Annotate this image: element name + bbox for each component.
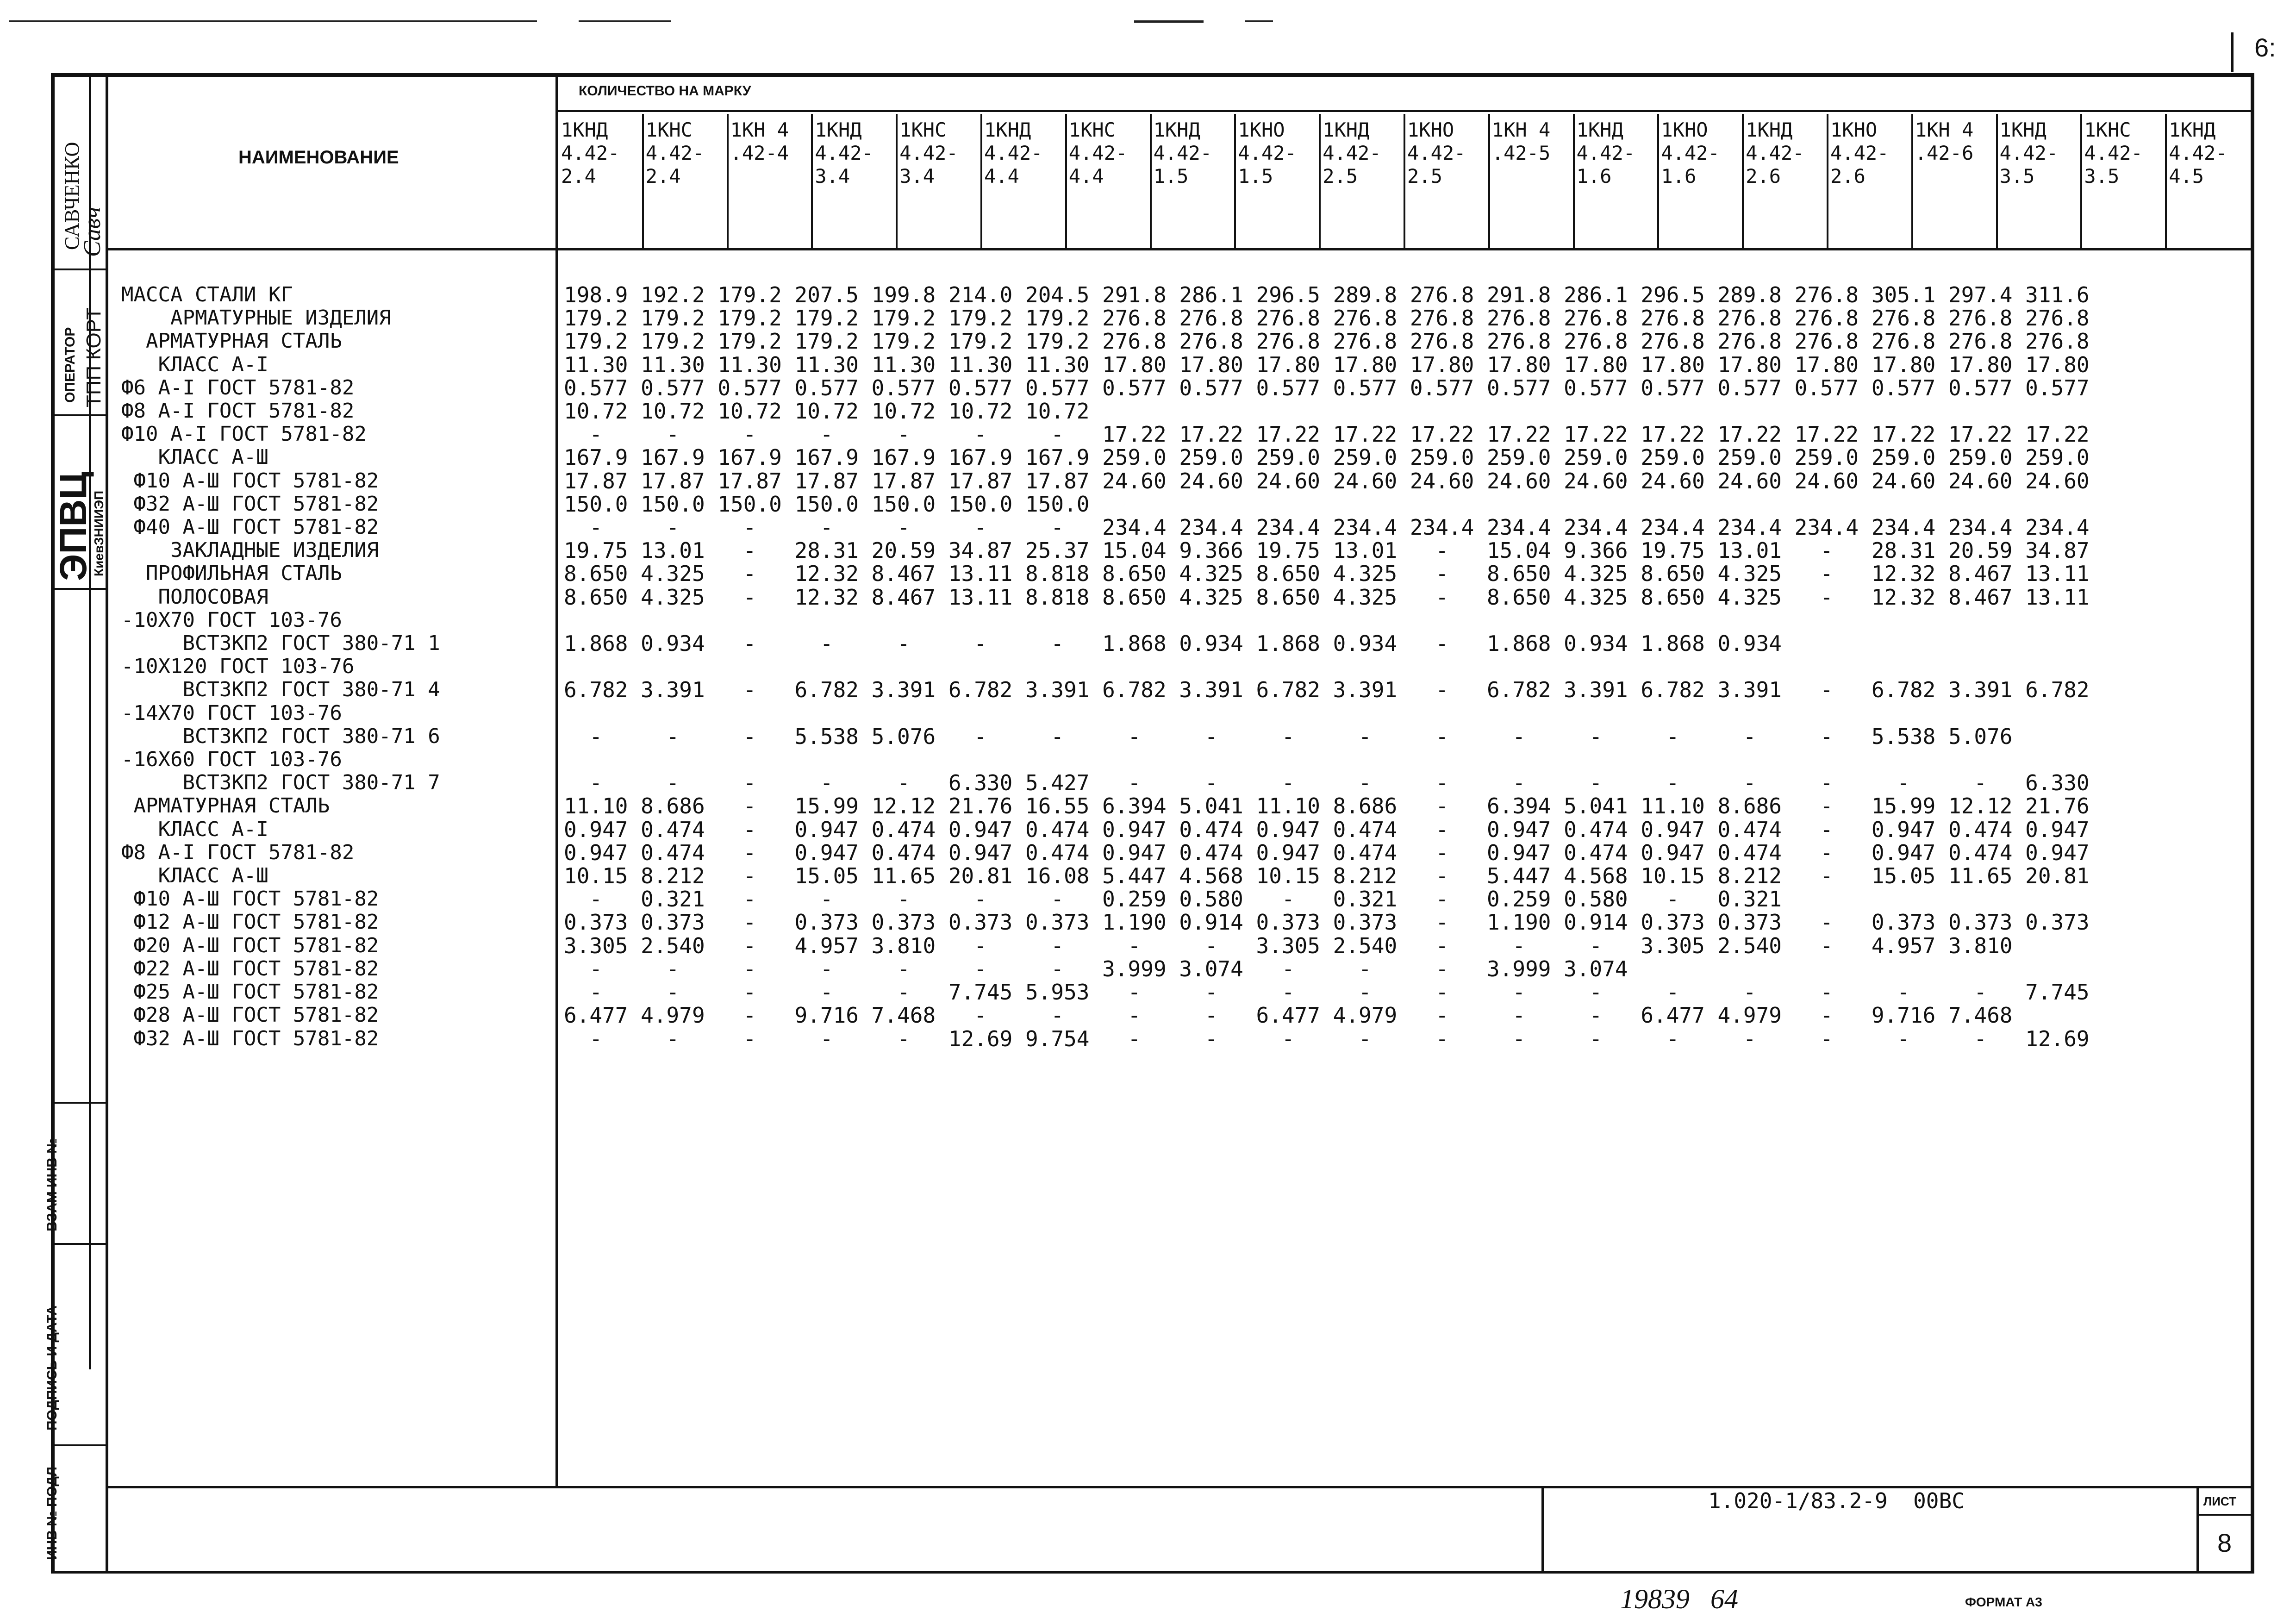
row-name: Ф28 А-Ш ГОСТ 5781-82 — [121, 1003, 379, 1027]
data-values — [564, 283, 2090, 1050]
row-name: ВСТ3КП2 ГОСТ 380-71 7 — [121, 771, 440, 795]
stamp-sep-3 — [51, 588, 106, 590]
column-header-cell: 1КНД 4.42- 2.5 — [1323, 119, 1381, 187]
column-divider — [2080, 114, 2082, 248]
stamp-sep-1 — [51, 269, 106, 270]
stamp-sep-4 — [51, 1102, 106, 1104]
data-row: - - - - - - - 234.4 234.4 234.4 234.4 234.4 234.4 234.4 234.4 234.4 234.4 234.4 234.4 234.4 — [564, 515, 2090, 540]
row-name: -14Х70 ГОСТ 103-76 — [121, 701, 342, 725]
frame-top — [51, 73, 2254, 77]
data-row: 0.577 0.577 0.577 0.577 0.577 0.577 0.577 0.577 0.577 0.577 0.577 0.577 0.577 0.577 0.577 0.577 0.577 0.577 0.577 0.577 — [564, 375, 2090, 400]
column-divider — [1911, 114, 1913, 248]
footer-sheet-sep — [2196, 1514, 2252, 1516]
sheet-label: ЛИСТ — [2203, 1494, 2236, 1508]
format-label: ФОРМАТ А3 — [1965, 1595, 2042, 1609]
row-name: АРМАТУРНАЯ СТАЛЬ — [121, 329, 342, 353]
row-names — [121, 283, 440, 1050]
row-name: Ф8 А-I ГОСТ 5781-82 — [121, 840, 355, 864]
data-row — [564, 702, 2090, 725]
stamp-divider-2 — [106, 73, 108, 1574]
scan-mark-top-mid — [579, 20, 671, 22]
data-row: 11.10 8.686 - 15.99 12.12 21.76 16.55 6.394 5.041 11.10 8.686 - 6.394 5.041 11.10 8.686 - 15.99 12.12 21.76 — [564, 793, 2090, 819]
row-name: МАССА СТАЛИ КГ — [121, 283, 293, 306]
row-name: ЗАКЛАДНЫЕ ИЗДЕЛИЯ — [121, 538, 379, 562]
column-divider — [1996, 114, 1998, 248]
doc-code: 1.020-1/83.2-9 00ВС — [1708, 1488, 1965, 1513]
column-header-cell: 1КНС 4.42- 3.5 — [2084, 119, 2143, 187]
row-name: КЛАСС А-I — [121, 352, 268, 376]
row-name: Ф8 А-I ГОСТ 5781-82 — [121, 399, 355, 423]
data-row: 179.2 179.2 179.2 179.2 179.2 179.2 179.2 276.8 276.8 276.8 276.8 276.8 276.8 276.8 276.8 276.8 276.8 276.8 276.8 276.8 — [564, 329, 2090, 354]
data-row: 11.30 11.30 11.30 11.30 11.30 11.30 11.30 17.80 17.80 17.80 17.80 17.80 17.80 17.80 17.80 17.80 17.80 17.80 17.80 17.80 — [564, 352, 2090, 377]
header-subline — [555, 110, 2254, 112]
header-bottom — [106, 248, 2254, 250]
data-row: - - - - - 6.330 5.427 - - - - - - - - - - - - 6.330 — [564, 770, 2090, 796]
data-row: 0.947 0.474 - 0.947 0.474 0.947 0.474 0.947 0.474 0.947 0.474 - 0.947 0.474 0.947 0.474 - 0.947 0.474 0.947 — [564, 817, 2090, 842]
stamp-designer: САВЧЕНКО — [61, 142, 83, 250]
column-divider — [811, 114, 813, 248]
data-row: 19.75 13.01 - 28.31 20.59 34.87 25.37 15.04 9.366 19.75 13.01 - 15.04 9.366 19.75 13.01 - 28.31 20.59 34.87 — [564, 538, 2090, 563]
row-name: Ф10 А-Ш ГОСТ 5781-82 — [121, 468, 379, 493]
row-name: КЛАСС А-Ш — [121, 864, 268, 888]
data-row: 6.782 3.391 - 6.782 3.391 6.782 3.391 6.782 3.391 6.782 3.391 - 6.782 3.391 6.782 3.391 - 6.782 3.391 6.782 — [564, 677, 2090, 703]
column-header-cell: 1КНД 4.42- 3.5 — [1999, 119, 2059, 187]
data-row: - - - 5.538 5.076 - - - - - - - - - - - - 5.538 5.076 — [564, 724, 2013, 749]
row-name: -16Х60 ГОСТ 103-76 — [121, 748, 342, 772]
column-divider — [1150, 114, 1152, 248]
stamp-sep-5 — [51, 1243, 106, 1245]
stamp-sep-6 — [51, 1444, 106, 1446]
row-name: -10Х70 ГОСТ 103-76 — [121, 608, 342, 632]
data-row: - 0.321 - - - - - 0.259 0.580 - 0.321 - 0.259 0.580 - 0.321 — [564, 887, 1782, 912]
stamp-sep-2 — [51, 414, 106, 416]
column-header-cell: 1КНО 4.42- 2.6 — [1830, 119, 1889, 187]
column-divider — [896, 114, 898, 248]
data-row: 179.2 179.2 179.2 179.2 179.2 179.2 179.2 276.8 276.8 276.8 276.8 276.8 276.8 276.8 276.8 276.8 276.8 276.8 276.8 276.8 — [564, 306, 2090, 331]
column-header-cell: 1КН 4 .42-6 — [1915, 119, 1974, 164]
column-header-cell: 1КН 4 .42-4 — [730, 119, 789, 164]
data-row: - - - - - - - 3.999 3.074 - - - 3.999 3.074 — [564, 956, 1628, 981]
handwritten-number: 19839 64 — [1620, 1584, 1738, 1614]
row-name: КЛАСС А-I — [121, 817, 268, 841]
scan-mark-top-left — [9, 20, 537, 22]
column-divider — [2165, 114, 2167, 248]
data-row: 6.477 4.979 - 9.716 7.468 - - - - 6.477 4.979 - - - 6.477 4.979 - 9.716 7.468 — [564, 1003, 2013, 1028]
row-name: ВСТ3КП2 ГОСТ 380-71 1 — [121, 631, 440, 656]
column-divider — [642, 114, 644, 248]
column-header-cell: 1КНС 4.42- 2.4 — [645, 119, 705, 187]
row-name: ВСТ3КП2 ГОСТ 380-71 6 — [121, 724, 440, 748]
column-header-cell: 1КН 4 .42-5 — [1491, 119, 1551, 164]
column-header-cell: 1КНС 4.42- 4.4 — [1068, 119, 1128, 187]
data-row: 10.15 8.212 - 15.05 11.65 20.81 16.08 5.447 4.568 10.15 8.212 - 5.447 4.568 10.15 8.212 - 15.05 11.65 20.81 — [564, 863, 2090, 889]
column-header-cell: 1КНД 4.42- 2.6 — [1746, 119, 1804, 187]
sheet-number: 8 — [2217, 1528, 2232, 1557]
data-row: 10.72 10.72 10.72 10.72 10.72 10.72 10.72 — [564, 399, 1090, 424]
data-row: 3.305 2.540 - 4.957 3.810 - - - - 3.305 2.540 - - - 3.305 2.540 - 4.957 3.810 — [564, 933, 2013, 958]
row-name: Ф20 А-Ш ГОСТ 5781-82 — [121, 933, 379, 957]
stamp-org-sub: КиевЗНИИЭП — [92, 490, 106, 576]
column-header-cell: 1КНД 4.42- 3.4 — [815, 119, 873, 187]
data-row: 1.868 0.934 - - - - - 1.868 0.934 1.868 0.934 - 1.868 0.934 1.868 0.934 — [564, 631, 1782, 656]
column-header-cell: 1КНД 4.42- 1.6 — [1576, 119, 1635, 187]
data-row — [564, 748, 2090, 771]
column-header-cell: 1КНО 4.42- 2.5 — [1407, 119, 1466, 187]
row-name: Ф22 А-Ш ГОСТ 5781-82 — [121, 956, 379, 981]
data-row: 150.0 150.0 150.0 150.0 150.0 150.0 150.0 — [564, 491, 1090, 517]
frame-right — [2251, 73, 2254, 1574]
column-divider — [1742, 114, 1744, 248]
row-name: Ф32 А-Ш ГОСТ 5781-82 — [121, 1026, 379, 1050]
column-header-cell: 1КНД 4.42- 1.5 — [1153, 119, 1212, 187]
column-divider — [1573, 114, 1575, 248]
column-header-cell: 1КНО 4.42- 1.6 — [1661, 119, 1720, 187]
column-header-cell: 1КНД 4.42- 4.5 — [2169, 119, 2227, 187]
data-row: 0.373 0.373 - 0.373 0.373 0.373 0.373 1.190 0.914 0.373 0.373 - 1.190 0.914 0.373 0.373 - 0.373 0.373 0.373 — [564, 910, 2090, 935]
column-header-cell: 1КНО 4.42- 1.5 — [1238, 119, 1297, 187]
stamp-vzam: ВЗАМ ИНВ № — [44, 1138, 60, 1231]
column-divider — [1827, 114, 1828, 248]
stamp-operator-label: ОПЕРАТОР — [62, 327, 78, 403]
data-row: - - - - - 12.69 9.754 - - - - - - - - - - - - 12.69 — [564, 1026, 2090, 1051]
data-row: 8.650 4.325 - 12.32 8.467 13.11 8.818 8.650 4.325 8.650 4.325 - 8.650 4.325 8.650 4.325 - 12.32 8.467 13.11 — [564, 561, 2090, 587]
scan-mark-top-mid2 — [1134, 20, 1204, 23]
quantity-title: КОЛИЧЕСТВО НА МАРКУ — [579, 83, 751, 99]
row-name: Ф6 А-I ГОСТ 5781-82 — [121, 375, 355, 400]
column-divider — [1404, 114, 1405, 248]
column-divider — [1319, 114, 1321, 248]
row-name: ВСТ3КП2 ГОСТ 380-71 4 — [121, 678, 440, 702]
row-name: Ф32 А-Ш ГОСТ 5781-82 — [121, 492, 379, 516]
data-row: - - - - - 7.745 5.953 - - - - - - - - - - - - 7.745 — [564, 980, 2090, 1005]
row-name: Ф40 А-Ш ГОСТ 5781-82 — [121, 515, 379, 539]
stamp-inv: ИНВ № ПОДЛ — [44, 1467, 60, 1560]
column-divider — [1065, 114, 1067, 248]
data-row: 0.947 0.474 - 0.947 0.474 0.947 0.474 0.947 0.474 0.947 0.474 - 0.947 0.474 0.947 0.474 - 0.947 0.474 0.947 — [564, 840, 2090, 865]
column-divider — [727, 114, 729, 248]
stamp-divider-1 — [89, 73, 91, 1369]
page-corner-number: 6: — [2254, 33, 2276, 62]
row-name: АРМАТУРНЫЕ ИЗДЕЛИЯ — [121, 306, 391, 330]
row-name: КЛАСС А-Ш — [121, 445, 268, 469]
column-divider — [980, 114, 982, 248]
data-row: 198.9 192.2 179.2 207.5 199.8 214.0 204.5 291.8 286.1 296.5 289.8 276.8 291.8 286.1 296.5 289.8 276.8 305.1 297.4 311.6 — [564, 282, 2090, 307]
name-column-divider — [555, 73, 558, 1487]
scan-mark-top-right — [1245, 20, 1273, 22]
stamp-podpis: ПОДПИСЬ И ДАТА — [44, 1305, 60, 1430]
column-header-cell: 1КНД 4.42- 4.4 — [984, 119, 1043, 187]
frame-bottom — [51, 1571, 2254, 1574]
row-name: Ф10 А-I ГОСТ 5781-82 — [121, 422, 367, 446]
stamp-operator-dept: ТПП КОРТ — [82, 307, 105, 407]
column-divider — [1657, 114, 1659, 248]
stamp-designer-signature: Савч — [79, 206, 106, 257]
data-row: 167.9 167.9 167.9 167.9 167.9 167.9 167.9 259.0 259.0 259.0 259.0 259.0 259.0 259.0 259.0 259.0 259.0 259.0 259.0 259.0 — [564, 445, 2090, 470]
data-row — [564, 655, 2090, 678]
row-name: Ф25 А-Ш ГОСТ 5781-82 — [121, 980, 379, 1004]
row-name: ПРОФИЛЬНАЯ СТАЛЬ — [121, 562, 342, 586]
column-header-cell: 1КНС 4.42- 3.4 — [899, 119, 958, 187]
column-header-cell: 1КНД 4.42- 2.4 — [561, 119, 620, 187]
row-name: ПОЛОСОВАЯ — [121, 585, 268, 609]
row-name: -10Х120 ГОСТ 103-76 — [121, 655, 355, 679]
footer-divider-2 — [2196, 1486, 2199, 1572]
data-row — [564, 609, 2090, 632]
data-row: 8.650 4.325 - 12.32 8.467 13.11 8.818 8.650 4.325 8.650 4.325 - 8.650 4.325 8.650 4.325 - 12.32 8.467 13.11 — [564, 584, 2090, 610]
name-title: НАИМЕНОВАНИЕ — [238, 147, 399, 168]
page-corner-rule — [2231, 32, 2234, 72]
column-divider — [1234, 114, 1236, 248]
column-divider — [1488, 114, 1490, 248]
row-name: Ф10 А-Ш ГОСТ 5781-82 — [121, 887, 379, 911]
row-name: Ф12 А-Ш ГОСТ 5781-82 — [121, 910, 379, 934]
stamp-org: ЭПВЦ — [52, 471, 94, 581]
data-row: - - - - - - - 17.22 17.22 17.22 17.22 17.22 17.22 17.22 17.22 17.22 17.22 17.22 17.22 17.22 — [564, 422, 2090, 447]
data-row: 17.87 17.87 17.87 17.87 17.87 17.87 17.87 24.60 24.60 24.60 24.60 24.60 24.60 24.60 24.60 24.60 24.60 24.60 24.60 24.60 — [564, 468, 2090, 493]
footer-divider-1 — [1541, 1486, 1544, 1572]
row-name: АРМАТУРНАЯ СТАЛЬ — [121, 794, 330, 818]
